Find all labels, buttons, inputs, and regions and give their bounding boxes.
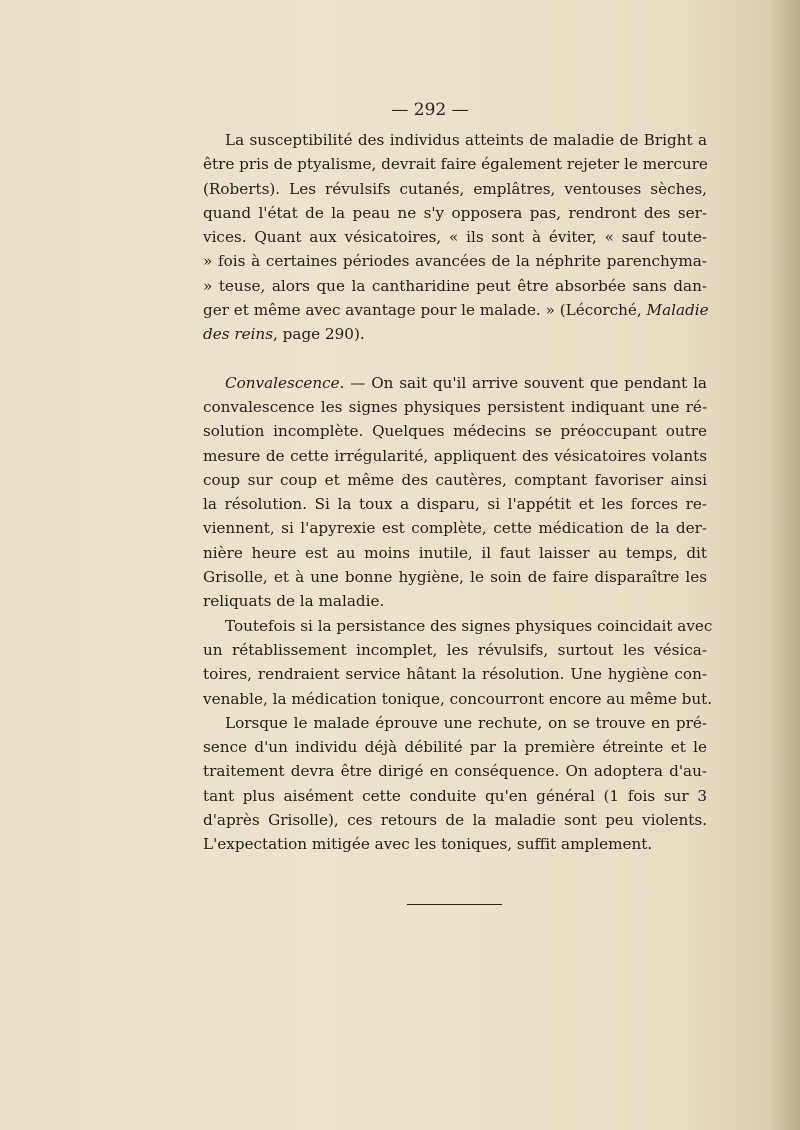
paragraph-gap bbox=[203, 347, 707, 371]
text-line: » fois à certaines périodes avancées de la néphrite parenchyma- bbox=[203, 252, 707, 271]
text-line: viennent, si l'apyrexie est complète, cette médication de la der- bbox=[203, 519, 707, 538]
text-line: mesure de cette irrégularité, appliquent des vésicatoires volants bbox=[203, 446, 707, 465]
text-line bbox=[203, 371, 707, 395]
text-line: reliquats de la maladie. bbox=[203, 592, 385, 611]
text-line: quand l'état de la peau ne s'y opposera pas, rendront des ser- bbox=[203, 203, 707, 222]
text-line: venable, la médication tonique, concourront encore au même but. bbox=[203, 689, 713, 708]
text-line: Grisolle, et à une bonne hygiène, le soin de faire disparaître les bbox=[203, 568, 707, 587]
text-segment: ger et même avec avantage pour le malade. » (Lécorché, bbox=[203, 301, 642, 320]
text-line: être pris de ptyalisme, devrait faire également rejeter le mercure bbox=[203, 155, 708, 174]
section-heading: Convalescence. bbox=[225, 373, 345, 392]
text-line bbox=[203, 298, 707, 322]
section-divider bbox=[407, 904, 502, 905]
page-number: — 292 — bbox=[391, 100, 469, 120]
text-line: Lorsque le malade éprouve une rechute, on se trouve en pré- bbox=[225, 713, 707, 732]
text-line: convalescence les signes physiques persistent indiquant une ré- bbox=[203, 397, 707, 416]
text-line: d'après Grisolle), ces retours de la maladie sont peu violents. bbox=[203, 811, 707, 830]
italic-title: des reins bbox=[203, 325, 274, 344]
text-line: coup sur coup et même des cautères, comptant favoriser ainsi bbox=[203, 470, 707, 489]
text-line: Toutefois si la persistance des signes physiques coincidait avec bbox=[225, 616, 713, 635]
text-line: » teuse, alors que la cantharidine peut être absorbée sans dan- bbox=[203, 276, 707, 295]
text-line: traitement devra être dirigé en conséquence. On adoptera d'au- bbox=[203, 762, 707, 781]
text-line: L'expectation mitigée avec les toniques, suffit amplement. bbox=[203, 835, 653, 854]
text-line: tant plus aisément cette conduite qu'en général (1 fois sur 3 bbox=[203, 786, 707, 805]
text-segment: , page 290). bbox=[273, 325, 365, 344]
text-line: un rétablissement incomplet, les révulsifs, surtout les vésica- bbox=[203, 640, 707, 659]
text-line: sence d'un individu déjà débilité par la première étreinte et le bbox=[203, 738, 707, 757]
italic-title: Maladie bbox=[646, 301, 709, 320]
text-line bbox=[203, 322, 707, 346]
text-line: toires, rendraient service hâtant la résolution. Une hygiène con- bbox=[203, 665, 707, 684]
text-line: nière heure est au moins inutile, il faut laisser au temps, dit bbox=[203, 543, 707, 562]
text-segment: — On sait qu'il arrive souvent que pendant la bbox=[344, 373, 707, 392]
text-line: La susceptibilité des individus atteints de maladie de Bright a bbox=[225, 131, 707, 149]
text-line: vices. Quant aux vésicatoires, « ils sont à éviter, « sauf toute- bbox=[203, 228, 707, 247]
text-line: (Roberts). Les révulsifs cutanés, emplâtres, ventouses sèches, bbox=[203, 179, 707, 198]
text-line: solution incomplète. Quelques médecins se préoccupant outre bbox=[203, 422, 707, 441]
page-text bbox=[203, 128, 713, 857]
text-line: la résolution. Si la toux a disparu, si l'appétit et les forces re- bbox=[203, 495, 707, 514]
